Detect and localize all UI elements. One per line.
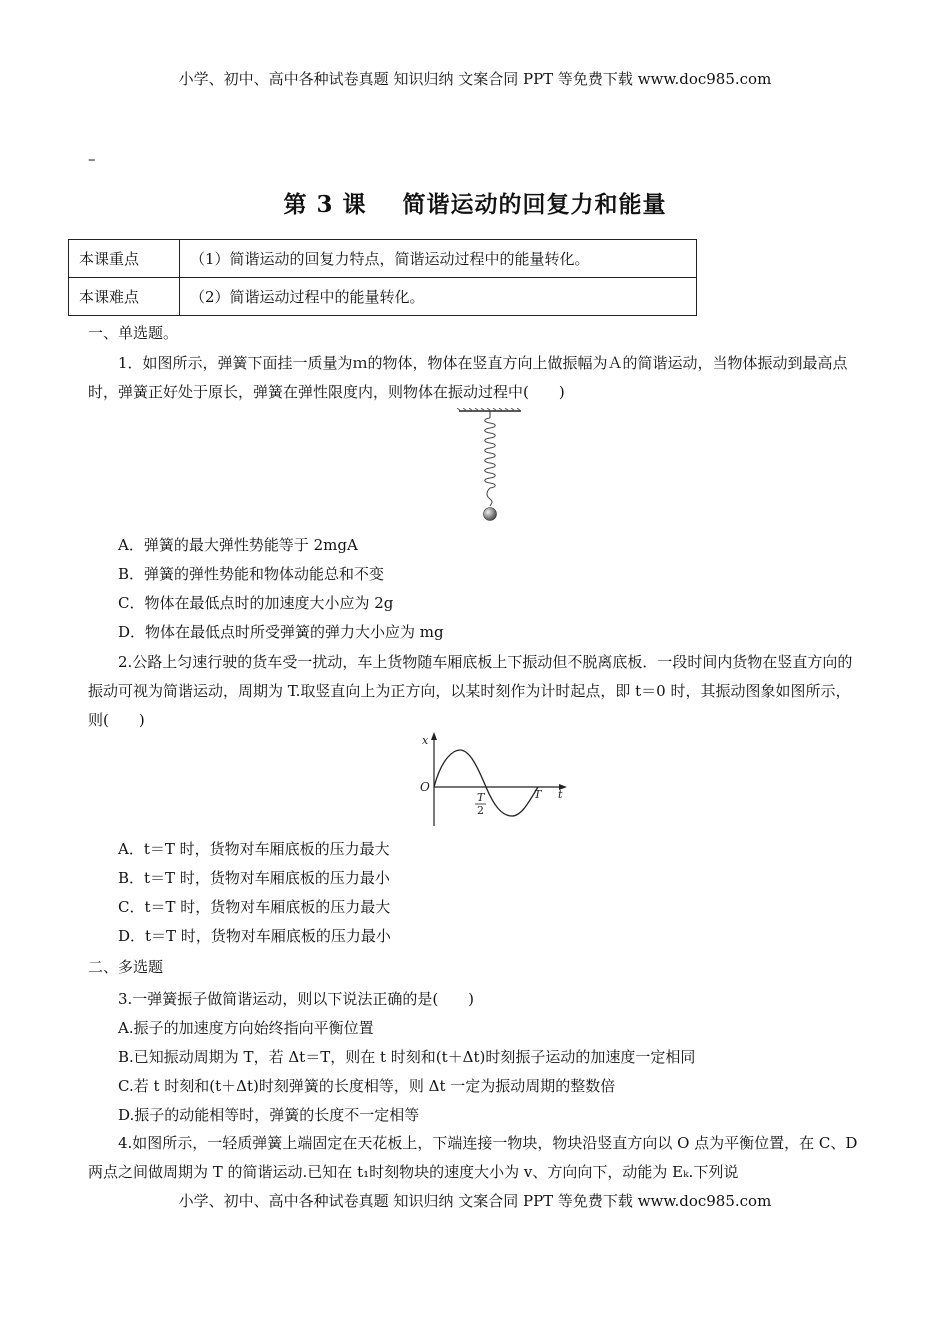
- q3-option-d: D.振子的动能相等时，弹簧的长度不一定相等: [118, 1106, 420, 1124]
- q2-option-a: A．t＝T 时，货物对车厢底板的压力最大: [118, 840, 390, 858]
- vibration-graph: [412, 730, 572, 830]
- q2-option-c: C．t＝T 时，货物对车厢底板的压力最大: [118, 898, 391, 916]
- question-4-stem: 4.如图所示，一轻质弹簧上端固定在天花板上，下端连接一物块，物块沿竖直方向以 O 点为平衡位置，在 C、D 两点之间做周期为 T 的简谐运动.已知在 t₁时刻物块的速度大小为 v、方向向下，动能为 Eₖ.下列说: [88, 1134, 858, 1181]
- q2-option-b: B．t＝T 时，货物对车厢底板的压力最小: [118, 869, 390, 887]
- q3-option-b: B.已知振动周期为 T，若 Δt＝T，则在 t 时刻和(t＋Δt)时刻振子运动的加速度一定相同: [118, 1048, 696, 1066]
- table-value: （2）简谐运动过程中的能量转化。: [180, 278, 697, 316]
- graph-half-period-den: 2: [477, 804, 484, 817]
- page-header: 小学、初中、高中各种试卷真题 知识归纳 文案合同 PPT 等免费下载 www.doc985.com: [178, 70, 772, 88]
- section-heading: 一、单选题。: [88, 324, 179, 342]
- graph-period-label: T: [534, 788, 542, 801]
- lesson-name: 简谐运动的回复力和能量: [402, 191, 667, 218]
- graph-x-label: x: [422, 734, 429, 747]
- graph-t-label: t: [558, 788, 563, 801]
- q1-option-a: A．弹簧的最大弹性势能等于 2mgA: [118, 536, 358, 554]
- table-key: 本课难点: [69, 278, 180, 316]
- question-1-stem: 1．如图所示，弹簧下面挂一质量为ｍ的物体，物体在竖直方向上做振幅为Ａ的简谐运动，当物体振动到最高点时，弹簧正好处于原长，弹簧在弹性限度内，则物体在振动过程中( ): [88, 354, 848, 401]
- page-footer: 小学、初中、高中各种试卷真题 知识归纳 文案合同 PPT 等免费下载 www.doc985.com: [178, 1192, 772, 1210]
- dash-mark: –: [88, 150, 96, 168]
- lesson-number: 第 3 课: [283, 191, 367, 218]
- table-row: [69, 278, 697, 316]
- focus-table: [68, 239, 697, 316]
- question-2-stem: 2.公路上匀速行驶的货车受一扰动，车上货物随车厢底板上下振动但不脱离底板．一段时间内货物在竖直方向的振动可视为简谐运动，周期为 T.取竖直向上为正方向，以某时刻作为计时起点，即 t＝0 时，其振动图象如图所示，则( ): [88, 653, 853, 729]
- page-title: [0, 186, 950, 219]
- q1-option-c: C．物体在最低点时的加速度大小应为 2g: [118, 594, 394, 612]
- table-row: [69, 240, 697, 278]
- spring-figure: [455, 408, 525, 524]
- q1-option-b: B．弹簧的弹性势能和物体动能总和不变: [118, 565, 385, 583]
- table-key: 本课重点: [69, 240, 180, 278]
- question-3-stem: 3.一弹簧振子做简谐运动，则以下说法正确的是( ): [118, 990, 475, 1008]
- q3-option-c: C.若 t 时刻和(t＋Δt)时刻弹簧的长度相等，则 Δt 一定为振动周期的整数倍: [118, 1077, 616, 1095]
- q1-option-d: D．物体在最低点时所受弹簧的弹力大小应为 mg: [118, 623, 444, 641]
- graph-half-period-num: T: [477, 791, 485, 804]
- graph-origin-label: O: [420, 780, 430, 794]
- table-value: （1）简谐运动的回复力特点，简谐运动过程中的能量转化。: [180, 240, 697, 278]
- section-heading: 二、多选题: [88, 958, 164, 976]
- q2-option-d: D．t＝T 时，货物对车厢底板的压力最小: [118, 927, 391, 945]
- q3-option-a: A.振子的加速度方向始终指向平衡位置: [118, 1019, 374, 1037]
